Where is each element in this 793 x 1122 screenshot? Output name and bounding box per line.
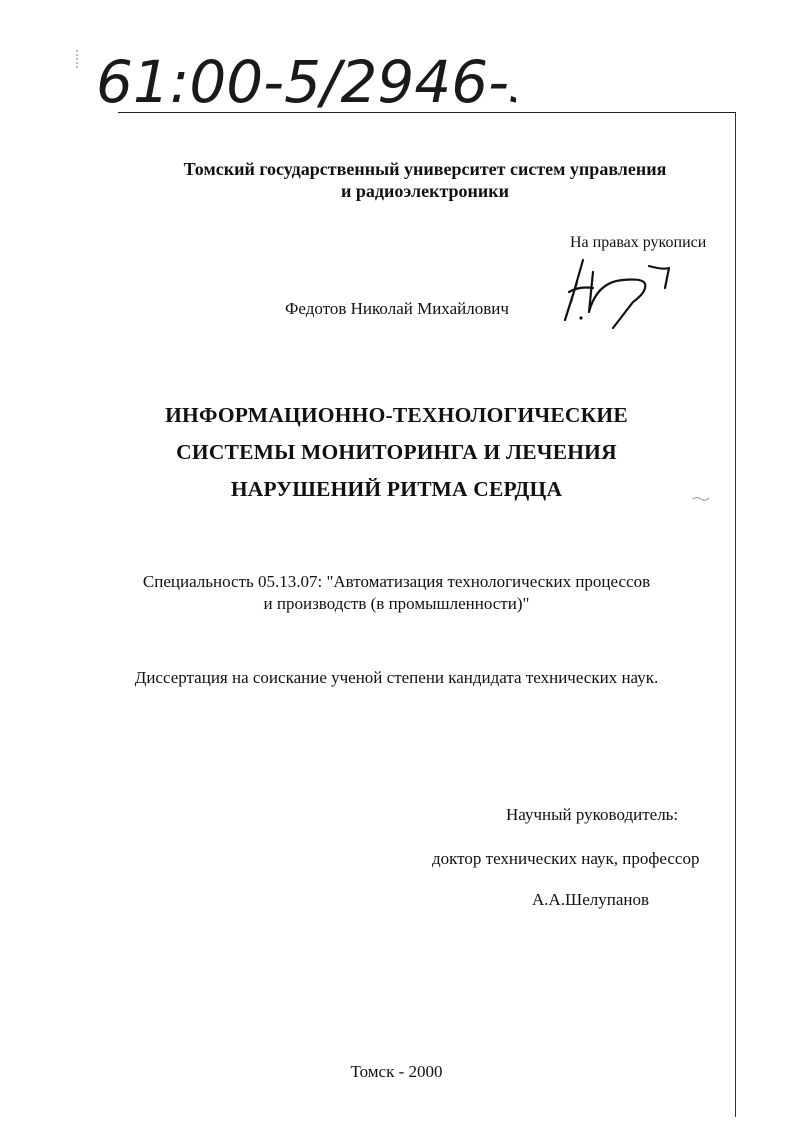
advisor-label: Научный руководитель: (506, 805, 679, 824)
rights-note: На правах рукописи (570, 234, 707, 251)
title-line-2: СИСТЕМЫ МОНИТОРИНГА И ЛЕЧЕНИЯ (176, 440, 617, 464)
dissertation-title (0, 397, 793, 508)
specialty-line-2: и производств (в промышленности)" (263, 594, 530, 613)
signature-icon (553, 252, 693, 332)
title-line-1: ИНФОРМАЦИОННО-ТЕХНОЛОГИЧЕСКИЕ (165, 403, 628, 427)
dissertation-degree: Диссертация на соискание ученой степени кандидата технических наук. (134, 668, 659, 687)
advisor-name: А.А.Шелупанов (532, 890, 649, 909)
handwritten-call-number (96, 44, 516, 114)
institution-line-1: Томский государственный университет систем управления (183, 159, 667, 179)
institution-line-2: и радиоэлектроники (340, 181, 510, 201)
advisor-title: доктор технических наук, профессор (432, 849, 700, 868)
place-year: Томск - 2000 (350, 1062, 443, 1081)
specialty (0, 571, 793, 615)
stray-mark (692, 495, 710, 503)
pencil-mark (74, 50, 80, 70)
handwritten-call-number-text: 61:00-5/2946-5 (96, 48, 516, 114)
title-line-3: НАРУШЕНИЙ РИТМА СЕРДЦА (230, 477, 563, 501)
author-name: Федотов Николай Михайлович (285, 299, 509, 318)
specialty-line-1: Специальность 05.13.07: "Автоматизация технологических процессов (142, 572, 651, 591)
institution-name (150, 158, 700, 202)
page-frame-top (118, 112, 736, 113)
